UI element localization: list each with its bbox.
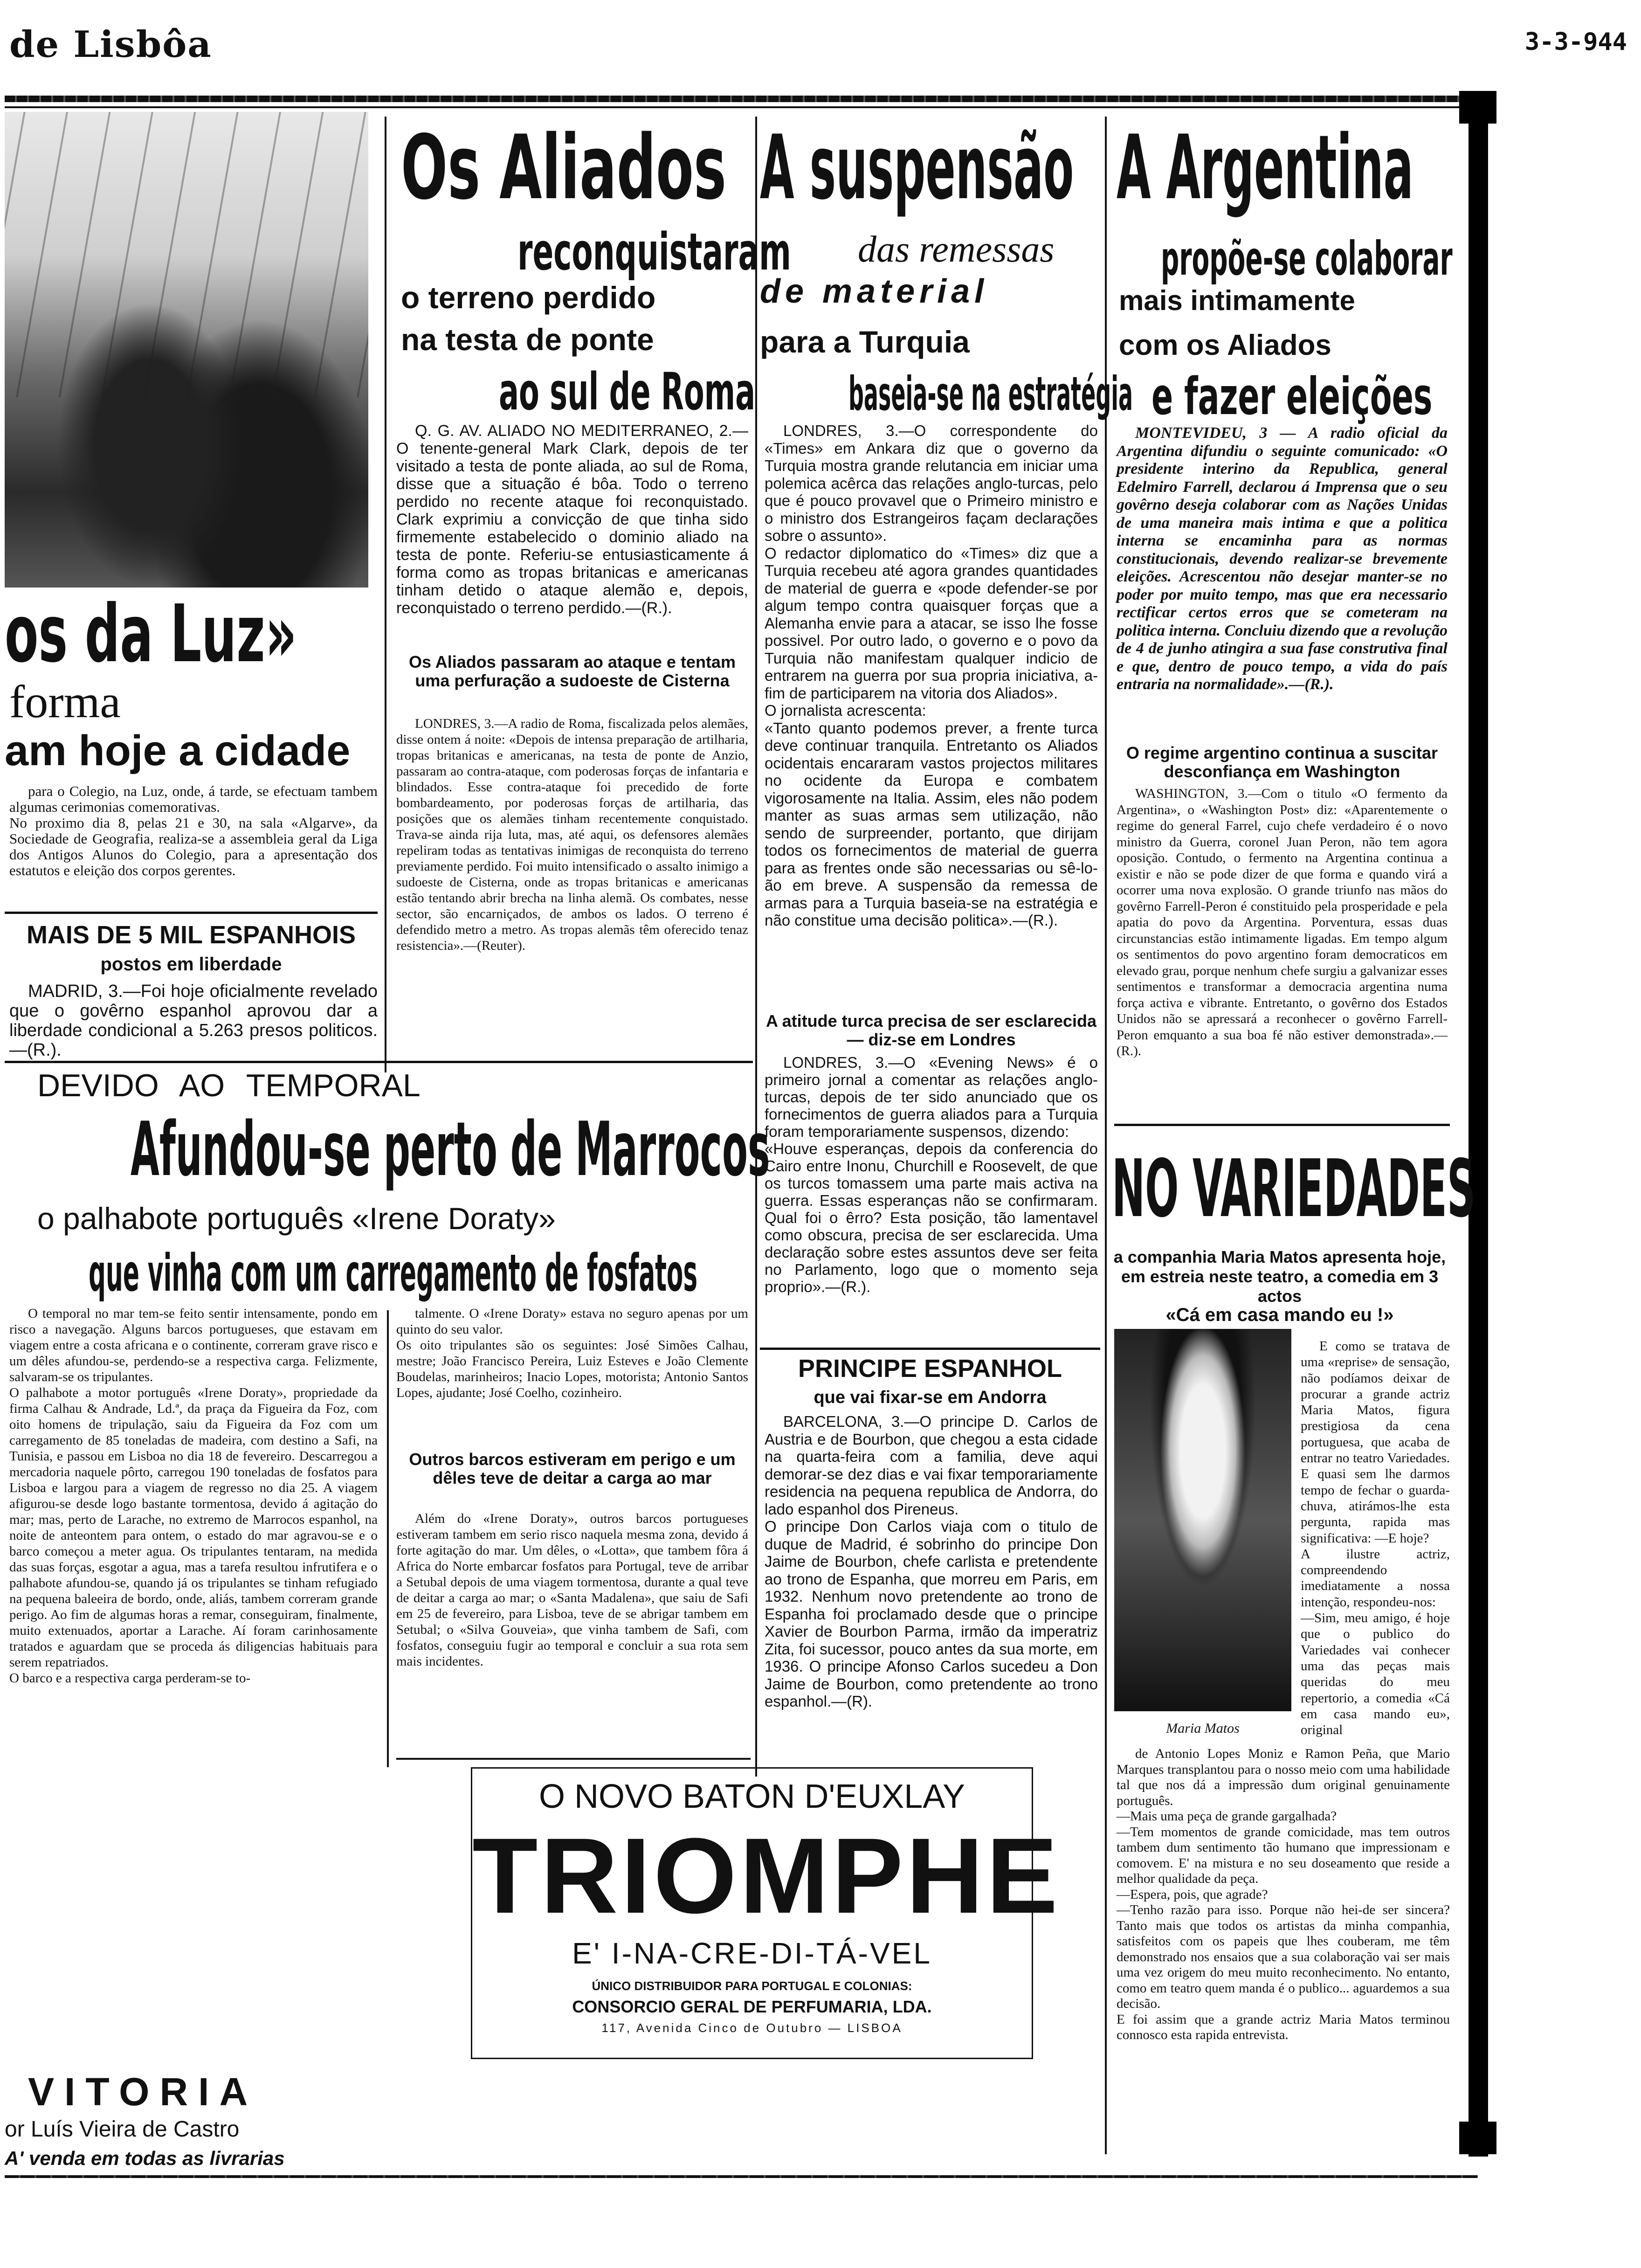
argentina-subhead: O regime argentino continua a suscitar desconfiança em Washington — [1126, 743, 1438, 781]
aliados-subhead: Os Aliados passaram ao ataque e tentam uma perfuração a sudoeste de Cisterna — [409, 652, 736, 690]
temporal-h2: o palhabote português «Irene Doraty» — [37, 1201, 556, 1236]
temporal-kicker: DEVIDO AO TEMPORAL — [37, 1068, 421, 1103]
luz-headline: os da Luz» — [5, 588, 297, 680]
argentina-h5: e fazer eleições — [1151, 366, 1433, 426]
aliados-h4: na testa de ponte — [401, 322, 654, 357]
masthead — [9, 19, 1632, 75]
suspensao-h4: para a Turquia — [760, 325, 970, 359]
bottom-rule — [5, 2175, 1478, 2178]
vitoria-sale: A' venda em todas as livrarias — [5, 2147, 285, 2169]
suspensao-h1: A suspensão — [760, 116, 1074, 219]
variedades-title: NO VARIEDADES — [1112, 1143, 1476, 1235]
issue-date: 3-3-944 — [1524, 28, 1627, 56]
espanhois-title: MAIS DE 5 MIL ESPANHOIS — [26, 921, 356, 949]
section-rule — [5, 1061, 753, 1063]
temporal-body-mid-2: Além do «Irene Doraty», outros barcos portugueses estiveram tambem em serio risco naquela mesma zona, devido á forte agitação do mar. Um dêles, o «Lotta», que tambem fôra á Africa do Norte embarcar fosfatos para Portugal, teve de arribar a Setubal depois de uma viagem tormentosa, durante a qual teve de deitar a carga ao mar; o «Santa Madalena», que saiu de Safi em 25 de fevereiro, para Lisboa, teve de se abrigar tambem em Setubal; o «Silva Gouveia», que vinha tambem de Safi, com fosfatos, conseguiu fugir ao temporal e concluir a sua rota sem mais incidentes. — [396, 1511, 748, 1669]
suspensao-body: LONDRES, 3.—O correspondente do «Times» em Ankara diz que o governo da Turquia mostra grande relutancia em iniciar uma polemica acêrca das relações anglo-turcas, pelo que é pouco provavel que o Primeiro ministro e o ministro dos Estrangeiros façam declarações sobre o assunto». O redactor diplomatico do «Times» diz que a Turquia recebeu até agora grandes quantidades de material de guerra e «pode defender-se por algum tempo contra quaisquer forças que a Alemanha envie para a atacar, se isso lhe fosse possivel. Por outro lado, o governo e o povo da Turquia não manifestam qualquer indicio de entrarem na guerra por sua propria iniciativa, a-fim de participarem na vitoria dos Aliados». O jornalista acrescenta: «Tanto quanto podemos prever, a frente turca deve continuar tranquila. Entretanto os Aliados ocidentais encararam vastos projectos militares no ocidente da Europa e combatem vigorosamente na Italia. Assim, eles não podem manter as suas armas sem utilização, não sendo de surpreender, portanto, que dirijam todos os fornecimentos de material de guerra para as frentes onde são necessarias ou sê-lo-ão em breve. A suspensão da remessa de armas para a Turquia baseia-se na estratégia e não constitue uma decisão politica».—(R.). — [765, 422, 1098, 929]
temporal-subhead: Outros barcos estiveram em perigo e um dêles teve de deitar a carga ao mar — [409, 1450, 736, 1487]
section-rule — [5, 912, 378, 914]
luz-article-body: para o Colegio, na Luz, onde, á tarde, se efectuam tambem algumas cerimonias comemorativas. No proximo dia 8, pelas 21 e 30, na sala «Algarve», da Sociedade de Geografia, realiza-se a assembleia geral da Liga dos Antigos Alunos do Colegio, para a apresentação dos estatutos e eleição dos corpos gerentes. — [9, 783, 378, 878]
temporal-h1: Afundou-se perto de Marrocos — [131, 1106, 770, 1193]
suspensao-h5: baseia-se na estratégia — [848, 366, 1133, 421]
espanhois-subtitle: postos em liberdade — [100, 954, 282, 975]
aliados-h5: ao sul de Roma — [499, 362, 756, 422]
top-rule-thin — [5, 106, 1478, 108]
paper-name: de Lisbôa — [9, 23, 212, 66]
aliados-body-2: LONDRES, 3.—A radio de Roma, fiscalizada pelos alemães, disse ontem á noite: «Depois de intensa preparação de artilharia, tropas britanicas e americanas, na testa de ponte de Anzio, passaram ao contra-ataque, com poderosas forças de infantaria e blindados. Esse contra-ataque foi precedido de forte bombardeamento, por poderosas forças de artilharia, das posições que os alemães tinham recentemente conquistado. Trava-se ainda rija luta, mas, até aqui, os defensores alemães repeliram todas as tentativas inimigas de reconquista do terreno previamente perdido. Foi muito intensificado o assalto inimigo a sudoeste de Cisterna, onde as tropas britanicas e americanas estão tentando abrir brecha na linha alemã. Os combates, nesse sector, são encarniçados, de ambos os lados. O terreno é defendido metro a metro. As tropas alemãs têm oferecido tenaz resistencia».—(Reuter). — [396, 716, 748, 953]
vitoria-title: VITORIA — [28, 2070, 258, 2114]
ad-line-1: O NOVO BATON D'EUXLAY — [539, 1778, 965, 1815]
triomphe-ad — [471, 1767, 1061, 2059]
page-edge-cap-bottom — [1459, 2122, 1496, 2154]
ad-brand: TRIOMPHE — [472, 1816, 1061, 1936]
page-edge-cap-top — [1459, 91, 1496, 124]
column-rule — [755, 117, 757, 1777]
argentina-h2: propõe-se colaborar — [1161, 231, 1453, 286]
suspensao-body-2: LONDRES, 3.—O «Evening News» é o primeiro jornal a comentar as relações anglo-turcas, depois de ter sido anunciado que os fornecimentos de guerra aliados para a Turquia foram temporariamente suspensos, dizendo: «Houve esperanças, depois da conferencia do Cairo entre Inonu, Churchill e Roosevelt, de que os turcos tomassem uma parte mais activa na guerra. Essas esperanças não se confirmaram. Qual foi o êrro? Esta posição, tão lamentavel como obscura, precisa de ser esclarecida. Uma declaração sobre estes assuntos deve ser feita no Parlamento, logo que o momento seja proprio».—(R.). — [765, 1054, 1098, 1295]
section-rule — [396, 1758, 751, 1760]
principe-title: PRINCIPE ESPANHOL — [798, 1355, 1062, 1383]
variedades-play-title: «Cá em casa mando eu !» — [1165, 1305, 1394, 1325]
ad-small-3: 117, Avenida Cinco de Outubro — LISBOA — [601, 2021, 903, 2035]
luz-subhead-1: forma — [9, 676, 121, 727]
ad-tagline: E' I-NA-CRE-DI-TÁ-VEL — [572, 1936, 932, 1970]
top-rule — [5, 96, 1478, 102]
argentina-body-2: WASHINGTON, 3.—Com o titulo «O fermento da Argentina», o «Washington Post» diz: «Aparentemente o regime do general Farrel, cujo chefe verdadeiro é o novo ministro da Guerra, coronel Juan Peron, não tem agora oposição. Contudo, o fermento na Argentina continua a existir e não se pode dizer de que forma e quando virá a ocorrer uma nova explosão. O grande triunfo nas mãos do govêrno Farrell-Peron é constituido pela prosperidade e pela apatia do povo da Argentina. Porventura, essas duas circunstancias estão intimamente ligadas. Em tempo algum os sentimentos do povo argentino foram democraticos em elevado grau, porque nenhum chefe surgiu a galvanizar esses sentimentos e transformar a democracia argentina numa força activa e vibrante. Entretanto, o govêrno dos Estados Unidos não se apressará a reconhecer o govêrno Farrell-Peron emquanto a sua boa fé não estiver demonstrada».—(R.). — [1117, 786, 1448, 1058]
column-rule — [1105, 117, 1107, 2154]
temporal-body-left: O temporal no mar tem-se feito sentir intensamente, pondo em risco a navegação. Alguns barcos portugueses, que estavam em viagem entre a costa africana e o continente, correram grave risco e um dêles afundou-se, perdendo-se a respectiva carga. Felizmente, salvaram-se os tripulantes. O palhabote a motor português «Irene Doraty», propriedade da firma Calhau & Andrade, Ld.ª, da praça da Figueira da Foz, com oito homens de tripulação, saiu da Figueira da Foz com um carregamento de 85 toneladas de madeira, com destino a Safi, na Tunisia, e passou em Lisboa no dia 18 de fevereiro. Descarregou a mercadoria naquele pôrto, carregou 190 toneladas de fosfatos para Lisboa e largou para a viagem de regresso no dia 25. A viagem afigurou-se desde logo bastante tormentosa, devido á agitação do mar; mas, perto de Larache, no extremo de Marrocos espanhol, na noite de anteontem para ontem, o estado do mar agravou-se e o barco começou a meter agua. Os tripulantes tentaram, na medida das suas forças, esgotar a agua, mas a tarefa resultou infrutifera e o palhabote afundou-se, quando já os tripulantes se tinham refugiado na pequena baleeira de bordo, onde, aliás, tambem correram grande perigo. Ao fim de algumas horas a remar, conseguiram, finalmente, muito extenuados, aportar a Larache. Aí foram carinhosamente tratados e aguardam que se proceda ás diligencias habituais para serem repatriados. O barco e a respectiva carga perderam-se to- — [9, 1306, 378, 1686]
column-rule — [387, 1310, 389, 1767]
suspensao-subhead: A atitude turca precisa de ser esclarecida — diz-se em Londres — [765, 1011, 1096, 1049]
suspensao-h2: das remessas — [858, 229, 1055, 270]
variedades-body-bottom: de Antonio Lopes Moniz e Ramon Peña, que Mario Marques transplantou para o nosso meio com uma habilidade tal que nos dá a impressão dum original genuinamente português. —Mais uma peça de grande gargalhada? —Tem momentos de grande comicidade, mas tem outros tambem dum sentimento tão humano que impressionam e comovem. E' na mistura e no seu doseamento que reside a melhor qualidade da peça. —Espera, pois, que agrade? —Tenho razão para isso. Porque não hei-de ser sincera? Tanto mais que todos os artistas da minha companhia, satisfeitos com os papeis que lhes couberam, me têm demonstrado nos ensaios que a sua colaboração vai ser mais uma vez origem do meu muito reconhecimento. No entanto, como em teatro quem manda é o publico... aguardemos a sua decisão. E foi assim que a grande actriz Maria Matos terminou connosco esta rapida entrevista. — [1117, 1746, 1450, 2042]
espanhois-body: MADRID, 3.—Foi hoje oficialmente revelado que o govêrno espanhol aprovou dar a liberdade condicional a 5.263 presos politicos.—(R.). — [9, 982, 378, 1060]
argentina-h3: mais intimamente — [1119, 285, 1355, 316]
column-rule — [385, 117, 386, 1072]
aliados-h3: o terreno perdido — [401, 280, 656, 315]
argentina-h4: com os Aliados — [1119, 329, 1331, 361]
maria-matos-portrait — [1114, 1329, 1291, 1711]
portrait-caption: Maria Matos — [1166, 1721, 1240, 1736]
section-rule — [1114, 1124, 1450, 1126]
temporal-h3: que vinha com um carregamento de fosfatos — [89, 1243, 698, 1303]
principe-subtitle: que vai fixar-se em Andorra — [814, 1388, 1047, 1407]
argentina-h1: A Argentina — [1117, 116, 1413, 219]
ad-small-2: CONSORCIO GERAL DE PERFUMARIA, LDA. — [572, 1997, 932, 2016]
aliados-h1: Os Aliados — [401, 116, 727, 219]
variedades-subhead: a companhia Maria Matos apresenta hoje, em estreia neste teatro, a comedia em 3 actos — [1113, 1247, 1446, 1306]
suspensao-h3: de material — [760, 273, 989, 310]
luz-subhead-2: am hoje a cidade — [5, 727, 351, 774]
section-rule — [760, 1348, 1100, 1350]
aliados-body: Q. G. AV. ALIADO NO MEDITERRANEO, 2.—O tenente-general Mark Clark, depois de ter visitado a testa de ponte aliada, ao sul de Roma, disse que a situação é bôa. Todo o terreno perdido no recente ataque foi reconquistado. Clark exprimiu a convicção de que tinha sido firmemente estabelecido o dominio aliado na testa de ponte. Referiu-se entusiasticamente á forma como as tropas britanicas e americanas tinham detido o ataque alemão e, depois, reconquistado o terreno perdido.—(R.). — [396, 422, 748, 617]
principe-body: BARCELONA, 3.—O principe D. Carlos de Austria e de Bourbon, que chegou a esta cidade na quarta-feira com a familia, deve aqui demorar-se dez dias e vai fixar temporariamente residencia na pequena republica de Andorra, do lado espanhol dos Pireneus. O principe Don Carlos viaja com o titulo de duque de Madrid, é sobrinho do principe Don Jaime de Bourbon, chefe carlista e pretendente ao trono de Espanha, que morreu em Paris, em 1932. Nenhum novo pretendente ao trono de Espanha foi proclamado desde que o principe Xavier de Bourbon Parma, irmão da imperatriz Zita, foi sucessor, pouco antes da sua morte, em 1936. O principe Afonso Carlos sucedeu a Don Jaime de Bourbon, como pretendente ao trono espanhol.—(R). — [765, 1413, 1098, 1710]
vitoria-author: or Luís Vieira de Castro — [5, 2117, 240, 2142]
ad-small-1: ÚNICO DISTRIBUIDOR PARA PORTUGAL E COLONIAS: — [592, 1979, 912, 1993]
argentina-body: MONTEVIDEU, 3 — A radio oficial da Argentina difundiu o seguinte comunicado: «O presidente interino da Republica, general Edelmiro Farrell, declarou á Imprensa que o seu govêrno deseja colaborar com as Nações Unidas de uma maneira mais intima e que a politica interna se encaminha para as normas constitucionais, devendo realizar-se brevemente eleições. Acrescentou não desejar manter-se no poder por muito tempo, mas que era necessario rectificar certos erros que se cometeram na politica interna. Concluiu dizendo que a revolução de 4 de junho atingira a sua fase construtiva final e que, dentro de pouco tempo, a vida do país entraria na normalidade».—(R.). — [1117, 424, 1448, 693]
parade-photo — [5, 112, 368, 588]
temporal-body-mid: talmente. O «Irene Doraty» estava no seguro apenas por um quinto do seu valor. Os oito tripulantes são os seguintes: José Simões Calhau, mestre; João Francisco Pereira, Luiz Esteves e João Clemente Boudelas, marinheiros; Inacio Lopes, motorista; Antonio Santos Lopes, ajudante; José Coelho, cozinheiro. — [396, 1306, 748, 1400]
variedades-body-right: E como se tratava de uma «reprise» de sensação, não podíamos deixar de procurar a grande actriz Maria Matos, figura prestigiosa da cena portuguesa, que acaba de entrar no teatro Variedades. E quasi sem lhe darmos tempo de fechar o guarda-chuva, atirámos-lhe esta pergunta, rapida mas significativa: —E hoje? A ilustre actriz, compreendendo imediatamente a nossa intenção, respondeu-nos: —Sim, meu amigo, é hoje que o publico do Variedades vai conhecer uma das peças mais queridas do meu repertorio, a comedia «Cá em casa mando eu», original — [1301, 1339, 1450, 1738]
page-edge-bar — [1469, 91, 1488, 2157]
aliados-h2: reconquistaram — [517, 222, 791, 282]
